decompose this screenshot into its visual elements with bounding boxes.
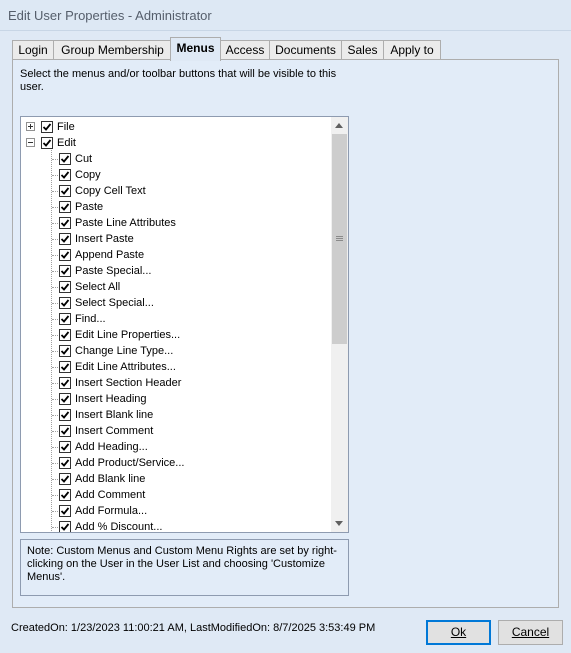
tree-item[interactable] bbox=[21, 167, 331, 183]
tree-branch-line bbox=[52, 511, 58, 512]
scroll-up-arrow-icon[interactable] bbox=[335, 123, 343, 128]
menu-item-label: Edit Line Attributes... bbox=[75, 361, 176, 373]
tree-item[interactable] bbox=[21, 263, 331, 279]
menu-item-checkbox[interactable] bbox=[59, 313, 71, 325]
cancel-button[interactable] bbox=[498, 620, 563, 645]
expand-toggle-icon[interactable] bbox=[26, 122, 35, 131]
tree-branch-line bbox=[52, 415, 58, 416]
menu-item-label: Add Heading... bbox=[75, 441, 148, 453]
tab-menus[interactable]: Menus bbox=[170, 37, 221, 61]
menu-item-checkbox[interactable] bbox=[59, 265, 71, 277]
tree-item[interactable] bbox=[21, 519, 331, 533]
menu-item-label: Copy Cell Text bbox=[75, 185, 146, 197]
menu-item-checkbox[interactable] bbox=[59, 169, 71, 181]
menu-item-label: Paste bbox=[75, 201, 104, 213]
menu-item-label: Insert Comment bbox=[75, 425, 154, 437]
menu-item-checkbox[interactable] bbox=[59, 457, 71, 469]
cancel-button-label: Cancel bbox=[511, 625, 550, 639]
tree-item[interactable] bbox=[21, 359, 331, 375]
menu-item-label: File bbox=[57, 121, 75, 133]
tree-item[interactable] bbox=[21, 311, 331, 327]
menu-item-label: Cut bbox=[75, 153, 93, 165]
menu-item-label: Select Special... bbox=[75, 297, 154, 309]
menu-item-label: Paste Line Attributes bbox=[75, 217, 176, 229]
tree-item[interactable] bbox=[21, 247, 331, 263]
menu-item-checkbox[interactable] bbox=[59, 505, 71, 517]
menu-item-checkbox[interactable] bbox=[59, 153, 71, 165]
menu-item-checkbox[interactable] bbox=[59, 297, 71, 309]
menu-item-checkbox[interactable] bbox=[41, 121, 53, 133]
tree-item[interactable] bbox=[21, 231, 331, 247]
scroll-thumb[interactable] bbox=[332, 134, 347, 344]
tree-branch-line bbox=[52, 207, 58, 208]
tree-item[interactable] bbox=[21, 343, 331, 359]
tree-branch-line bbox=[52, 399, 58, 400]
menu-item-checkbox[interactable] bbox=[59, 409, 71, 421]
scroll-down-arrow-icon[interactable] bbox=[335, 521, 343, 526]
menu-item-checkbox[interactable] bbox=[59, 377, 71, 389]
tree-item[interactable] bbox=[21, 407, 331, 423]
tree-item[interactable] bbox=[21, 215, 331, 231]
menu-item-label: Insert Blank line bbox=[75, 409, 154, 421]
tree-branch-line bbox=[52, 463, 58, 464]
menu-tree[interactable] bbox=[20, 116, 349, 533]
menu-item-label: Add Formula... bbox=[75, 505, 148, 517]
menu-item-checkbox[interactable] bbox=[59, 521, 71, 533]
ok-button-label: Ok bbox=[450, 625, 467, 639]
menu-item-label: Edit Line Properties... bbox=[75, 329, 181, 341]
tab-sales[interactable]: Sales bbox=[341, 40, 384, 60]
ok-button[interactable] bbox=[426, 620, 491, 645]
menu-item-label: Copy bbox=[75, 169, 101, 181]
tree-scrollbar[interactable] bbox=[331, 117, 348, 532]
grip-line-icon bbox=[336, 238, 343, 239]
menu-item-label: Insert Section Header bbox=[75, 377, 182, 389]
tree-branch-line bbox=[52, 175, 58, 176]
menu-item-label: Insert Heading bbox=[75, 393, 147, 405]
tree-item[interactable] bbox=[21, 423, 331, 439]
menu-item-label: Add Comment bbox=[75, 489, 146, 501]
menu-item-checkbox[interactable] bbox=[59, 473, 71, 485]
tab-group-membership[interactable]: Group Membership bbox=[53, 40, 172, 60]
tree-branch-line bbox=[52, 319, 58, 320]
menu-item-label: Change Line Type... bbox=[75, 345, 174, 357]
menu-item-checkbox[interactable] bbox=[59, 425, 71, 437]
tree-branch-line bbox=[52, 239, 58, 240]
tree-item[interactable] bbox=[21, 455, 331, 471]
tree-item[interactable] bbox=[21, 327, 331, 343]
tree-item[interactable] bbox=[21, 471, 331, 487]
tree-item[interactable] bbox=[21, 135, 331, 151]
tree-item[interactable] bbox=[21, 487, 331, 503]
menu-item-label: Add Product/Service... bbox=[75, 457, 185, 469]
menu-item-checkbox[interactable] bbox=[59, 329, 71, 341]
tree-branch-line bbox=[52, 431, 58, 432]
tab-apply-to[interactable]: Apply to bbox=[383, 40, 441, 60]
collapse-toggle-icon[interactable] bbox=[26, 138, 35, 147]
tree-branch-line bbox=[52, 223, 58, 224]
tree-branch-line bbox=[52, 159, 58, 160]
menu-item-label: Append Paste bbox=[75, 249, 145, 261]
menu-item-label: Add Blank line bbox=[75, 473, 146, 485]
menu-item-label: Insert Paste bbox=[75, 233, 134, 245]
menu-item-checkbox[interactable] bbox=[59, 281, 71, 293]
tree-item[interactable] bbox=[21, 119, 331, 135]
menu-item-checkbox[interactable] bbox=[59, 393, 71, 405]
window-title: Edit User Properties - Administrator bbox=[8, 8, 212, 23]
created-modified-info: CreatedOn: 1/23/2023 11:00:21 AM, LastModifiedOn: 8/7/2025 3:53:49 PM bbox=[11, 622, 376, 634]
tree-item[interactable] bbox=[21, 183, 331, 199]
menu-item-checkbox[interactable] bbox=[59, 233, 71, 245]
tree-item[interactable] bbox=[21, 375, 331, 391]
tree-branch-line bbox=[52, 383, 58, 384]
tree-branch-line bbox=[52, 367, 58, 368]
tree-branch-line bbox=[52, 271, 58, 272]
grip-line-icon bbox=[336, 240, 343, 241]
tree-item[interactable] bbox=[21, 199, 331, 215]
tab-login[interactable]: Login bbox=[12, 40, 54, 60]
menu-item-checkbox[interactable] bbox=[41, 137, 53, 149]
instructions-text: Select the menus and/or toolbar buttons that will be visible to this user. bbox=[20, 68, 337, 93]
tree-item[interactable] bbox=[21, 439, 331, 455]
tree-item[interactable] bbox=[21, 295, 331, 311]
tree-item[interactable] bbox=[21, 503, 331, 519]
tree-item[interactable] bbox=[21, 279, 331, 295]
tree-branch-line bbox=[52, 255, 58, 256]
tree-branch-line bbox=[52, 335, 58, 336]
menu-item-checkbox[interactable] bbox=[59, 249, 71, 261]
tab-access[interactable]: Access bbox=[220, 40, 270, 60]
tree-branch-line bbox=[52, 527, 58, 528]
menu-item-label: Add % Discount... bbox=[75, 521, 163, 533]
menu-item-checkbox[interactable] bbox=[59, 217, 71, 229]
tree-branch-line bbox=[52, 351, 58, 352]
menu-item-label: Find... bbox=[75, 313, 106, 325]
menu-item-label: Select All bbox=[75, 281, 121, 293]
menu-item-checkbox[interactable] bbox=[59, 185, 71, 197]
menu-item-label: Paste Special... bbox=[75, 265, 152, 277]
custom-menus-note: Note: Custom Menus and Custom Menu Rights are set by right-clicking on the User in the User List and choosing 'Customize Menus'. bbox=[20, 539, 349, 596]
menu-item-checkbox[interactable] bbox=[59, 441, 71, 453]
grip-line-icon bbox=[336, 236, 343, 237]
title-bar[interactable] bbox=[0, 0, 571, 31]
tree-branch-line bbox=[52, 287, 58, 288]
tree-item[interactable] bbox=[21, 151, 331, 167]
tree-branch-line bbox=[52, 495, 58, 496]
menu-item-checkbox[interactable] bbox=[59, 345, 71, 357]
tab-documents[interactable]: Documents bbox=[269, 40, 342, 60]
menu-item-checkbox[interactable] bbox=[59, 361, 71, 373]
tree-branch-line bbox=[52, 191, 58, 192]
tree-branch-line bbox=[52, 303, 58, 304]
menu-item-checkbox[interactable] bbox=[59, 489, 71, 501]
tree-item[interactable] bbox=[21, 391, 331, 407]
tree-branch-line bbox=[52, 447, 58, 448]
menu-item-label: Edit bbox=[57, 137, 76, 149]
menu-item-checkbox[interactable] bbox=[59, 201, 71, 213]
tree-branch-line bbox=[52, 479, 58, 480]
